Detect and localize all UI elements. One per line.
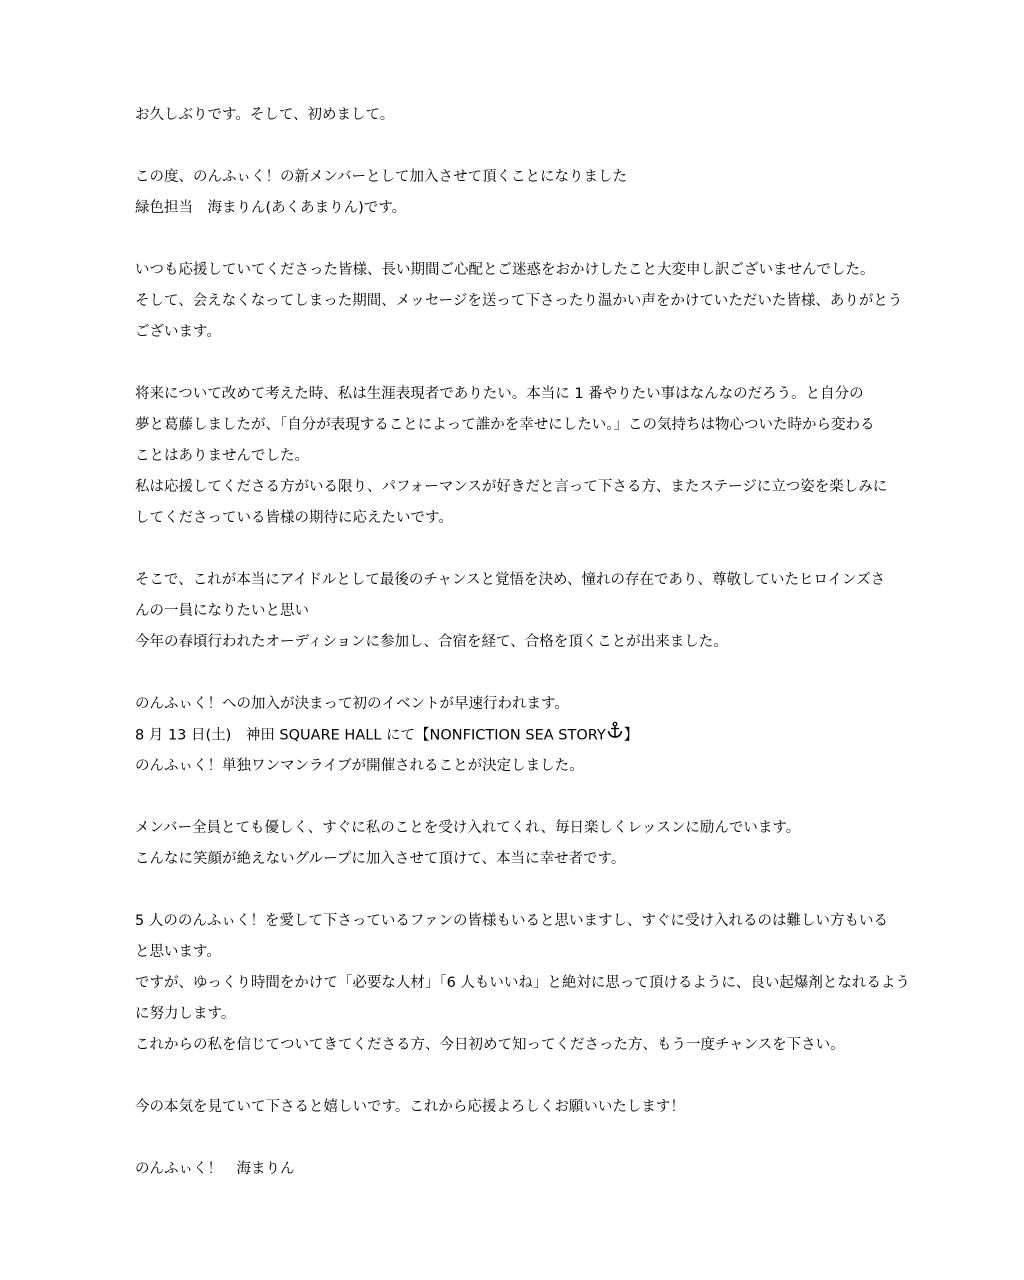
text-line: こんなに笑顔が絶えないグループに加入させて頂けて、本当に幸せ者です。 bbox=[135, 851, 626, 867]
text-line: 緑色担当 海まりん(あくあまりん)です。 bbox=[135, 200, 407, 216]
text-line: 夢と葛藤しましたが、「自分が表現することによって誰かを幸せにしたい。」この気持ちは物心ついた時から変わる bbox=[135, 417, 875, 433]
paragraph-closing bbox=[135, 1092, 895, 1123]
paragraph-apology bbox=[135, 255, 903, 348]
text-line: ですが、ゆっくり時間をかけて「必要な人材」「6 人もいいね」と絶対に思って頂けるように、良い起爆剤となれるよう bbox=[135, 975, 910, 991]
paragraph-introduction bbox=[135, 162, 895, 224]
text-line: この度、のんふぃく！の新メンバーとして加入させて頂くことになりました bbox=[135, 169, 627, 185]
text-line: お久しぶりです。そして、初めまして。 bbox=[135, 107, 395, 123]
anchor-icon bbox=[606, 720, 624, 751]
text-line: と思います。 bbox=[135, 944, 221, 960]
paragraph-audition bbox=[135, 565, 895, 658]
text-line: ございます。 bbox=[135, 324, 221, 340]
event-date-line bbox=[135, 720, 895, 751]
text-line: 今の本気を見ていて下さると嬉しいです。これから応援よろしくお願いいたします！ bbox=[135, 1099, 685, 1115]
text-line: 私は応援してくださる方がいる限り、パフォーマンスが好きだと言って下さる方、またステージに立つ姿を楽しみに bbox=[135, 479, 888, 495]
paragraph-fans bbox=[135, 906, 910, 1061]
text-line: 5 人ののんふぃく！を愛して下さっているファンの皆様もいると思いますし、すぐに受け入れるのは難しい方もいる bbox=[135, 913, 889, 929]
text-line: ことはありませんでした。 bbox=[135, 448, 309, 464]
signature-line: のんふぃく！ 海まりん bbox=[135, 1161, 295, 1177]
text-line: してくださっている皆様の期待に応えたいです。 bbox=[135, 510, 453, 526]
paragraph-members bbox=[135, 813, 895, 875]
paragraph-event bbox=[135, 689, 895, 782]
paragraph-greeting bbox=[135, 100, 895, 131]
text-line: 今年の春頃行われたオーディションに参加し、合宿を経て、合格を頂くことが出来ました。 bbox=[135, 634, 728, 650]
text-line: そして、会えなくなってしまった期間、メッセージを送って下さったり温かい声をかけていただいた皆様、ありがとう bbox=[135, 293, 903, 309]
text-line: メンバー全員とても優しく、すぐに私のことを受け入れてくれ、毎日楽しくレッスンに励んでいます。 bbox=[135, 820, 801, 836]
signature bbox=[135, 1154, 895, 1185]
text-line: これからの私を信じてついてきてくださる方、今日初めて知ってくださった方、もう一度チャンスを下さい。 bbox=[135, 1037, 845, 1053]
letter-body bbox=[135, 100, 910, 1185]
text-line: 将来について改めて考えた時、私は生涯表現者でありたい。本当に 1 番やりたい事はなんなのだろう。と自分の bbox=[135, 386, 864, 402]
text-line: んの一員になりたいと思い bbox=[135, 603, 309, 619]
event-date-text: 8 月 13 日(土) 神田 SQUARE HALL にて【NONFICTION SEA STORY bbox=[135, 727, 606, 744]
event-title-close: 】 bbox=[623, 727, 639, 744]
paragraph-future bbox=[135, 379, 895, 534]
text-line: のんふぃく！単独ワンマンライブが開催されることが決定しました。 bbox=[135, 758, 584, 774]
text-line: のんふぃく！への加入が決まって初のイベントが早速行われます。 bbox=[135, 696, 569, 712]
text-line: いつも応援していてくださった皆様、長い期間ご心配とご迷惑をおかけしたこと大変申し訳ございませんでした。 bbox=[135, 262, 875, 278]
text-line: そこで、これが本当にアイドルとして最後のチャンスと覚悟を決め、憧れの存在であり、尊敬していたヒロインズさ bbox=[135, 572, 886, 588]
text-line: に努力します。 bbox=[135, 1006, 236, 1022]
